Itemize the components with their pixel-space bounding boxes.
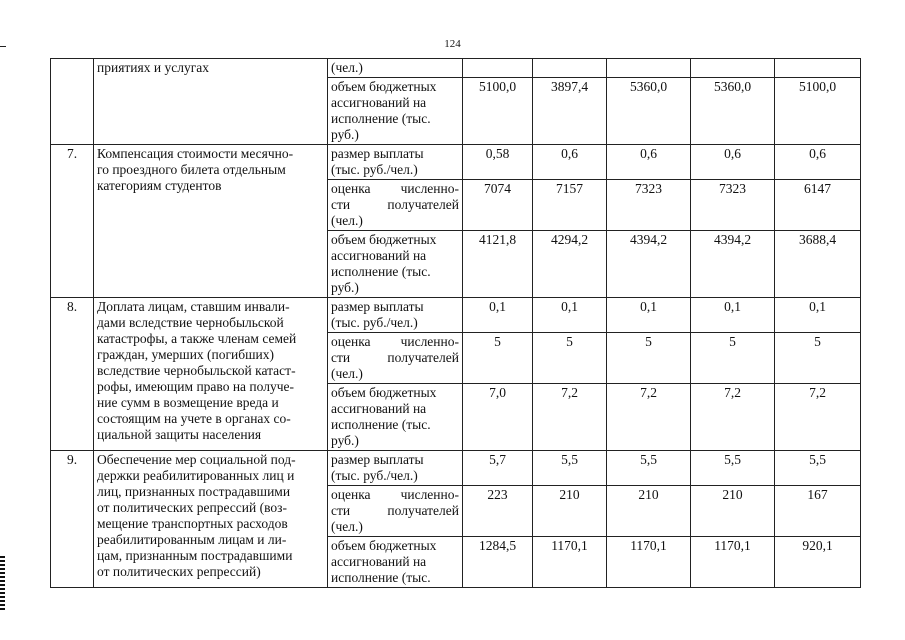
indicator-label-line: оценка численно-: [331, 487, 459, 502]
program-name-line: ние сумм в возмещение вреда и: [97, 395, 279, 410]
indicator-label-line: руб.): [331, 433, 359, 448]
indicator-label: [328, 59, 463, 78]
value-cell: 1170,1: [691, 537, 775, 588]
value-cell: 167: [775, 486, 861, 537]
indicator-label-line: сти получателей: [331, 350, 459, 365]
indicator-label-line: исполнение (тыс.: [331, 417, 431, 432]
value-cell: 5,7: [463, 451, 533, 486]
value-cell: 0,1: [607, 298, 691, 333]
indicator-label: [328, 145, 463, 180]
program-name-line: Обеспечение мер социальной под-: [97, 452, 296, 467]
program-name-line: рофы, имеющим право на получе-: [97, 379, 294, 394]
value-cell: 7323: [607, 180, 691, 231]
table-row: [51, 298, 861, 333]
value-cell: 4121,8: [463, 231, 533, 298]
value-cell: 3897,4: [533, 78, 607, 145]
program-name-line: категориям студентов: [97, 178, 222, 193]
program-name-line: от политических репрессий): [97, 564, 261, 579]
value-cell: 5,5: [607, 451, 691, 486]
value-cell: 5: [533, 333, 607, 384]
indicator-label-line: руб.): [331, 127, 359, 142]
program-name-line: реабилитированным лицам и ли-: [97, 532, 287, 547]
indicator-label-line: исполнение (тыс.: [331, 570, 431, 585]
value-cell: 0,1: [691, 298, 775, 333]
indicator-label: [328, 298, 463, 333]
value-cell: 0,1: [463, 298, 533, 333]
value-cell: 0,1: [775, 298, 861, 333]
indicator-label-line: ассигнований на: [331, 248, 427, 263]
indicator-label: [328, 180, 463, 231]
indicator-label-line: объем бюджетных: [331, 232, 437, 247]
value-cell: 7,2: [691, 384, 775, 451]
program-name: [94, 451, 328, 588]
value-cell: 920,1: [775, 537, 861, 588]
indicator-label-line: размер выплаты: [331, 452, 424, 467]
value-cell: 0,6: [607, 145, 691, 180]
value-cell: 210: [691, 486, 775, 537]
program-name-line: держки реабилитированных лиц и: [97, 468, 295, 483]
value-cell: 3688,4: [775, 231, 861, 298]
value-cell: 1170,1: [607, 537, 691, 588]
indicator-label: [328, 78, 463, 145]
indicator-label-line: (чел.): [331, 366, 363, 381]
row-number: 7.: [51, 145, 94, 298]
indicator-label: [328, 384, 463, 451]
indicator-label-line: сти получателей: [331, 503, 459, 518]
value-cell: [775, 59, 861, 78]
table-row: [51, 145, 861, 180]
program-name: [94, 298, 328, 451]
program-name-line: катастрофы, а также членам семей: [97, 331, 297, 346]
value-cell: 4394,2: [607, 231, 691, 298]
indicator-label: [328, 231, 463, 298]
value-cell: 1284,5: [463, 537, 533, 588]
program-name-line: граждан, умерших (погибших): [97, 347, 275, 362]
indicator-label-line: (чел.): [331, 60, 363, 75]
value-cell: 1170,1: [533, 537, 607, 588]
value-cell: 7074: [463, 180, 533, 231]
program-table-body: [51, 59, 861, 588]
indicator-label-line: объем бюджетных: [331, 538, 437, 553]
program-table: [50, 58, 861, 588]
value-cell: 210: [533, 486, 607, 537]
value-cell: 7157: [533, 180, 607, 231]
indicator-label: [328, 451, 463, 486]
value-cell: 7,0: [463, 384, 533, 451]
value-cell: 7323: [691, 180, 775, 231]
value-cell: 0,6: [691, 145, 775, 180]
value-cell: [607, 59, 691, 78]
value-cell: 4394,2: [691, 231, 775, 298]
value-cell: 223: [463, 486, 533, 537]
value-cell: 5,5: [533, 451, 607, 486]
indicator-label-line: исполнение (тыс.: [331, 264, 431, 279]
value-cell: [691, 59, 775, 78]
page-number: 124: [444, 38, 461, 50]
value-cell: 5: [775, 333, 861, 384]
table-row: [51, 451, 861, 486]
indicator-label-line: (тыс. руб./чел.): [331, 162, 418, 177]
row-number: [51, 59, 94, 145]
value-cell: 0,6: [533, 145, 607, 180]
program-name-line: цам, признанным пострадавшими: [97, 548, 293, 563]
value-cell: 7,2: [775, 384, 861, 451]
indicator-label-line: размер выплаты: [331, 146, 424, 161]
program-name-line: мещение транспортных расходов: [97, 516, 288, 531]
row-number: 8.: [51, 298, 94, 451]
value-cell: 5: [691, 333, 775, 384]
indicator-label: [328, 537, 463, 588]
indicator-label-line: размер выплаты: [331, 299, 424, 314]
indicator-label-line: объем бюджетных: [331, 385, 437, 400]
value-cell: 5,5: [691, 451, 775, 486]
program-name-line: лиц, признанных пострадавшими: [97, 484, 291, 499]
indicator-label-line: объем бюджетных: [331, 79, 437, 94]
value-cell: 5100,0: [775, 78, 861, 145]
edge-mark-bottom: [0, 556, 5, 612]
program-name-line: состоящим на учете в органах со-: [97, 411, 291, 426]
program-name: [94, 59, 328, 145]
indicator-label-line: оценка численно-: [331, 334, 459, 349]
value-cell: 0,1: [533, 298, 607, 333]
indicator-label-line: руб.): [331, 280, 359, 295]
indicator-label-line: ассигнований на: [331, 554, 427, 569]
value-cell: [463, 59, 533, 78]
value-cell: 210: [607, 486, 691, 537]
program-name: [94, 145, 328, 298]
value-cell: [533, 59, 607, 78]
indicator-label-line: оценка численно-: [331, 181, 459, 196]
value-cell: 5360,0: [691, 78, 775, 145]
value-cell: 5: [607, 333, 691, 384]
indicator-label-line: ассигнований на: [331, 95, 427, 110]
value-cell: 7,2: [607, 384, 691, 451]
indicator-label-line: (тыс. руб./чел.): [331, 468, 418, 483]
indicator-label-line: сти получателей: [331, 197, 459, 212]
program-name-line: приятиях и услугах: [97, 60, 209, 75]
value-cell: 6147: [775, 180, 861, 231]
program-name-line: го проездного билета отдельным: [97, 162, 286, 177]
indicator-label-line: исполнение (тыс.: [331, 111, 431, 126]
value-cell: 7,2: [533, 384, 607, 451]
row-number: 9.: [51, 451, 94, 588]
indicator-label-line: ассигнований на: [331, 401, 427, 416]
value-cell: 0,58: [463, 145, 533, 180]
value-cell: 5,5: [775, 451, 861, 486]
indicator-label-line: (тыс. руб./чел.): [331, 315, 418, 330]
program-name-line: Компенсация стоимости месячно-: [97, 146, 294, 161]
value-cell: 4294,2: [533, 231, 607, 298]
indicator-label: [328, 486, 463, 537]
program-name-line: вследствие чернобыльской катаст-: [97, 363, 296, 378]
indicator-label: [328, 333, 463, 384]
indicator-label-line: (чел.): [331, 213, 363, 228]
value-cell: 0,6: [775, 145, 861, 180]
program-name-line: дами вследствие чернобыльской: [97, 315, 284, 330]
indicator-label-line: (чел.): [331, 519, 363, 534]
edge-mark-top: [0, 46, 6, 47]
table-row: [51, 59, 861, 78]
program-name-line: Доплата лицам, ставшим инвали-: [97, 299, 290, 314]
program-name-line: циальной защиты населения: [97, 427, 262, 442]
program-name-line: от политических репрессий (воз-: [97, 500, 287, 515]
value-cell: 5: [463, 333, 533, 384]
value-cell: 5360,0: [607, 78, 691, 145]
value-cell: 5100,0: [463, 78, 533, 145]
